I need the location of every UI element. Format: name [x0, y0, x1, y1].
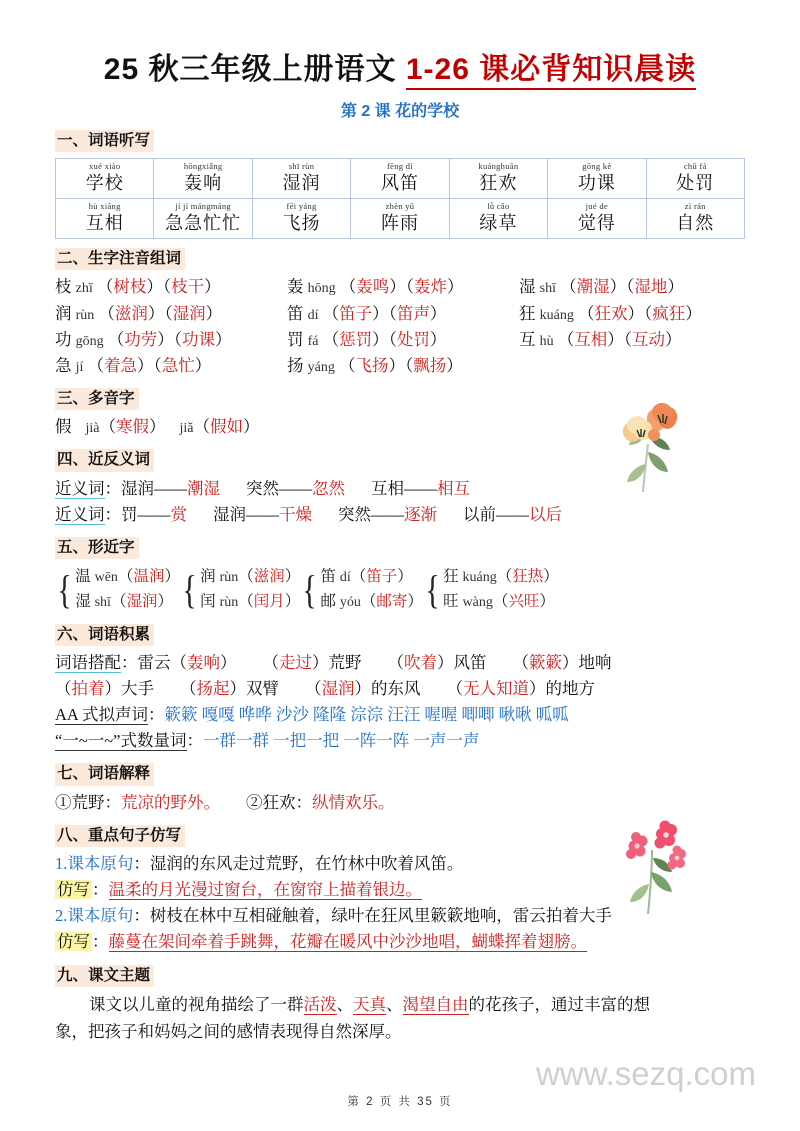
section-heading-explanations: 七、词语解释: [55, 763, 154, 785]
imitation-number-label: 1.课本原句: [55, 854, 134, 874]
section-heading-word-accumulation: 六、词语积累: [55, 624, 154, 646]
character-word: 飘扬: [413, 355, 447, 375]
similar-bottom-row: 湿 shī（湿润）: [75, 593, 173, 611]
collocation-post: 大手: [121, 679, 154, 699]
imitation-original-text: 湿润的东风走过荒野，在竹林中吹着风笛。: [149, 854, 464, 874]
collocation-fill: 轰响: [187, 653, 220, 673]
quantifier-line: “一~一~”式数量词：一群一群 一把一把 一阵一阵 一声一声: [55, 731, 480, 751]
word-label: 风笛: [380, 172, 419, 193]
new-character-item: 罚 fá （惩罚）（处罚）: [287, 329, 447, 349]
pinyin-label: xué xiào: [88, 161, 121, 172]
synonym-right: 以后: [529, 504, 562, 524]
dictation-cell: [449, 159, 547, 199]
character-word: 功课: [182, 329, 215, 349]
character-word: 滋润: [114, 303, 148, 323]
word-label: 轰响: [184, 172, 223, 193]
collocation-post: 荒野: [328, 653, 362, 673]
character-word: 轰炸: [414, 277, 447, 297]
title-main: 25 秋三年级上册语文: [103, 53, 397, 86]
character-word: 急忙: [161, 355, 195, 375]
collocation-fill: 无人知道: [463, 679, 529, 699]
theme-text-part-1: 课文以儿童的视角描绘了一群: [89, 994, 304, 1014]
dictation-cell: [56, 159, 154, 199]
new-character-item: 急 jí （着急）（急忙）: [55, 355, 212, 375]
explanation-term: 荒野: [71, 792, 105, 812]
character-pinyin: fá: [307, 333, 319, 349]
word-label: 飞扬: [282, 212, 321, 233]
imitation-answer-text: 藤蔓在架间牵着手跳舞，花瓣在暖风中沙沙地唱，蝴蝶挥着翅膀。: [108, 932, 587, 952]
collocation-fill: 拍着: [71, 679, 105, 699]
synonym-line-1: 近义词：湿润——潮湿 突然——忽然 互相——相互: [55, 478, 470, 498]
similar-pinyin: yóu: [339, 595, 361, 611]
character-word: 轰鸣: [356, 277, 390, 297]
dictation-cell: [351, 199, 449, 239]
similar-pinyin: wàng: [462, 595, 493, 611]
character-glyph: 功: [55, 329, 72, 349]
imitation-original-text: 树枝在林中互相碰触着，绿叶在狂风里簌簌地响，雷云拍着大手: [149, 906, 612, 926]
word-label: 湿润: [282, 172, 321, 193]
character-word: 着急: [104, 355, 138, 375]
dictation-cell: [548, 159, 646, 199]
similar-pinyin: rùn: [219, 570, 239, 586]
table-row: [56, 159, 745, 199]
character-pinyin: rùn: [75, 307, 95, 323]
synonym-left: 湿润: [213, 504, 246, 524]
table-row: [56, 199, 745, 239]
brace-icon: {: [302, 567, 318, 613]
similar-pinyin: rùn: [219, 595, 239, 611]
polyphone-character: 假: [55, 417, 72, 437]
polyphone-pinyin: jià: [85, 421, 100, 437]
new-character-item: 笛 dí （笛子）（笛声）: [287, 303, 447, 323]
dictation-cell: [154, 199, 252, 239]
character-word: 树枝: [113, 277, 147, 297]
new-character-item: 枝 zhī （树枝）（枝干）: [55, 277, 221, 297]
similar-top-row: 温 wēn（温润）: [75, 568, 180, 586]
site-watermark: www.sezq.com: [535, 1055, 756, 1092]
theme-keyword-1: 活泼: [303, 994, 337, 1014]
flower-decoration-pink: [600, 810, 710, 920]
character-pinyin: jí: [75, 359, 84, 375]
synonym-right: 干燥: [279, 504, 312, 524]
character-glyph: 湿: [519, 277, 536, 297]
collocation-post: 的地方: [545, 679, 595, 699]
word-label: 学校: [85, 172, 124, 193]
explanation-term: 狂欢: [262, 792, 296, 812]
similar-word: 邮寄: [376, 593, 408, 611]
new-character-item: 轰 hōng （轰鸣）（轰炸）: [287, 277, 464, 297]
quantifier-word: 一群一群: [203, 731, 270, 751]
dictation-cell: [252, 199, 350, 239]
imitation-original-row: 2.课本原句：树枝在林中互相碰触着，绿叶在狂风里簌簌地响，雷云拍着大手: [55, 906, 612, 926]
onomatopoeia-line: AA 式拟声词：簌簌 嘎嘎 哗哗 沙沙 隆隆 淙淙 汪汪 喔喔 唧唧 啾啾 呱呱: [55, 705, 569, 725]
synonym-left: 突然: [338, 504, 371, 524]
word-label: 功课: [577, 172, 616, 193]
section-heading-sentence-imitation: 八、重点句子仿写: [55, 825, 185, 847]
new-character-row: [55, 353, 745, 379]
brace-icon: {: [425, 567, 440, 613]
synonym-label-2: 近义词: [55, 504, 105, 524]
explanation-meaning: 荒凉的野外。: [121, 792, 220, 812]
new-characters-list: [55, 274, 745, 378]
theme-paragraph: [55, 991, 745, 1045]
similar-pinyin: kuáng: [462, 570, 497, 586]
theme-text-part-2: 的花孩子，通过丰富的想: [468, 994, 650, 1014]
page-title: [0, 0, 800, 88]
similar-character: 旺: [443, 593, 459, 611]
similar-top-row: 润 rùn（滋润）: [200, 568, 301, 586]
polyphone-word: 假如: [210, 417, 243, 437]
onomatopoeia-word: 喔喔: [424, 705, 458, 725]
onomatopoeia-word: 啾啾: [498, 705, 532, 725]
similar-word: 温润: [133, 568, 165, 586]
similar-character: 润: [200, 568, 216, 586]
similar-character: 闰: [200, 593, 216, 611]
character-word: 枝干: [171, 277, 205, 297]
synonym-label-1: 近义词: [55, 478, 105, 498]
onomatopoeia-word: 沙沙: [275, 705, 309, 725]
pinyin-label: fēi yáng: [286, 201, 317, 212]
synonym-line-2: 近义词：罚——赏 湿润——干燥 突然——逐渐 以前——以后: [55, 504, 562, 524]
imitation-original-row: 1.课本原句：湿润的东风走过荒野，在竹林中吹着风笛。: [55, 854, 464, 874]
similar-word: 兴旺: [508, 593, 540, 611]
brace-icon: {: [182, 567, 197, 613]
dictation-cell: [449, 199, 547, 239]
character-word: 处罚: [396, 329, 430, 349]
similar-word: 闰月: [253, 593, 285, 611]
synonym-right: 相互: [437, 478, 470, 498]
dictation-cell: [646, 159, 744, 199]
similar-character-group: [423, 565, 559, 615]
similar-character-group: [300, 565, 423, 615]
new-character-row: [55, 327, 745, 353]
word-label: 自然: [676, 212, 715, 233]
pinyin-label: kuánghuān: [478, 161, 519, 172]
similar-character: 邮: [320, 593, 336, 611]
pinyin-label: zhèn yǔ: [385, 201, 415, 212]
new-character-row: [55, 274, 745, 300]
word-label: 急急忙忙: [165, 212, 242, 233]
word-label: 互相: [85, 212, 124, 233]
new-character-row: [55, 301, 745, 327]
similar-pinyin: wēn: [94, 570, 118, 586]
flower-decoration-orange: [596, 392, 706, 497]
similar-word: 笛子: [366, 568, 398, 586]
imitation-label: 仿写: [57, 880, 90, 900]
onomatopoeia-label: AA 式拟声词: [55, 705, 149, 725]
explanation-number: ②: [246, 792, 263, 812]
section-heading-theme: 九、课文主题: [55, 965, 154, 987]
collocation-post: 的东风: [371, 679, 421, 699]
synonym-right: 逐渐: [404, 504, 437, 524]
character-glyph: 轰: [287, 277, 304, 297]
dictation-table: [55, 158, 745, 239]
similar-bottom-row: 闰 rùn（闰月）: [200, 593, 301, 611]
similar-word: 狂热: [512, 568, 544, 586]
dictation-cell: [646, 199, 744, 239]
section-heading-new-characters: 二、生字注音组词: [55, 248, 185, 270]
imitation-label: 仿写: [57, 932, 90, 952]
section-heading-similar-characters: 五、形近字: [55, 537, 139, 559]
pinyin-label: lǜ cǎo: [487, 201, 510, 212]
new-character-item: 狂 kuáng （狂欢）（疯狂）: [519, 303, 702, 323]
new-character-item: 功 gōng （功劳）（功课）: [55, 329, 232, 349]
onomatopoeia-word: 隆隆: [313, 705, 347, 725]
pinyin-label: shī rùn: [288, 161, 315, 172]
dictation-cell: [351, 159, 449, 199]
word-label: 阵雨: [380, 212, 419, 233]
character-pinyin: hōng: [307, 281, 336, 297]
character-pinyin: zhī: [75, 281, 93, 297]
imitation-answer-text: 温柔的月光漫过窗台，在窗帘上描着银边。: [108, 880, 422, 900]
theme-separator-2: 、: [386, 994, 403, 1014]
dictation-cell: [548, 199, 646, 239]
explanation-line: ①荒野：荒凉的野外。 ②狂欢：纵情欢乐。: [55, 792, 395, 812]
collocation-line-1: 词语搭配：雷云（轰响） （走过）荒野 （吹着）风笛 （簌簌）地响: [55, 653, 612, 673]
collocation-label: 词语搭配: [55, 653, 121, 673]
similar-word: 滋润: [253, 568, 285, 586]
theme-separator-1: 、: [336, 994, 353, 1014]
new-character-item: 湿 shī （潮湿）（湿地）: [519, 277, 684, 297]
character-glyph: 互: [519, 329, 536, 349]
word-label: 绿草: [479, 212, 518, 233]
explanation-meaning: 纵情欢乐。: [312, 792, 395, 812]
quantifier-label: “一~一~”式数量词: [55, 731, 187, 751]
explanation-number: ①: [55, 792, 72, 812]
character-word: 互动: [632, 329, 665, 349]
polyphone-pinyin: jiǎ: [179, 421, 194, 437]
pinyin-label: jí jí mángmáng: [175, 201, 231, 212]
section-heading-dictation: 一、词语听写: [55, 130, 154, 152]
synonym-left: 湿润: [121, 478, 154, 498]
synonym-left: 互相: [371, 478, 404, 498]
collocation-fill: 吹着: [404, 653, 437, 673]
similar-character: 温: [75, 568, 91, 586]
dictation-cell: [56, 199, 154, 239]
section-heading-synonyms: 四、近反义词: [55, 449, 154, 471]
character-pinyin: gōng: [75, 333, 104, 349]
character-word: 潮湿: [576, 277, 610, 297]
character-word: 惩罚: [339, 329, 373, 349]
character-glyph: 罚: [287, 329, 304, 349]
similar-top-row: 狂 kuáng（狂热）: [443, 568, 559, 586]
onomatopoeia-word: 呱呱: [535, 705, 569, 725]
new-character-item: 互 hù （互相）（互动）: [519, 329, 682, 349]
character-word: 湿润: [172, 303, 206, 323]
imitation-answer-row: 仿写 ：温柔的月光漫过窗台，在窗帘上描着银边。: [57, 880, 422, 900]
new-character-item: 润 rùn （滋润）（湿润）: [55, 303, 223, 323]
dictation-cell: [252, 159, 350, 199]
character-glyph: 枝: [55, 277, 72, 297]
character-pinyin: kuáng: [539, 307, 574, 323]
imitation-number-label: 2.课本原句: [55, 906, 134, 926]
character-glyph: 急: [55, 355, 72, 375]
pinyin-label: fēng dí: [387, 161, 413, 172]
collocation-fill: 扬起: [196, 679, 230, 699]
synonym-right: 忽然: [312, 478, 345, 498]
character-word: 狂欢: [594, 303, 628, 323]
pinyin-label: gōng kè: [582, 161, 612, 172]
onomatopoeia-word: 汪汪: [387, 705, 421, 725]
synonym-left: 罚: [121, 504, 138, 524]
character-word: 疯狂: [652, 303, 686, 323]
character-pinyin: yáng: [307, 359, 335, 375]
collocation-pre: 雷云: [137, 653, 171, 673]
lesson-subtitle: 第 2 课 花的学校: [340, 103, 460, 120]
similar-character: 笛: [320, 568, 336, 586]
similar-bottom-row: 邮 yóu（邮寄）: [320, 593, 423, 611]
character-word: 笛子: [339, 303, 373, 323]
brace-icon: {: [57, 567, 72, 613]
word-label: 处罚: [676, 172, 715, 193]
word-label: 狂欢: [479, 172, 518, 193]
character-pinyin: shī: [539, 281, 556, 297]
quantifier-word: 一把一把: [273, 731, 340, 751]
onomatopoeia-word: 嘎嘎: [201, 705, 235, 725]
synonym-right: 潮湿: [187, 478, 220, 498]
collocation-post: 双臂: [246, 679, 279, 699]
quantifier-word: 一声一声: [413, 731, 480, 751]
onomatopoeia-word: 唧唧: [461, 705, 495, 725]
onomatopoeia-word: 哗哗: [238, 705, 272, 725]
page-footer: 第 2 页 共 35 页: [347, 1096, 453, 1108]
polyphone-row: 假 jià（寒假） jiǎ（假如）: [55, 417, 260, 437]
new-character-item: 扬 yáng （飞扬）（飘扬）: [287, 355, 463, 375]
similar-character-group: [55, 565, 180, 615]
similar-bottom-row: 旺 wàng（兴旺）: [443, 593, 555, 611]
character-word: 互相: [574, 329, 608, 349]
synonym-left: 突然: [246, 478, 279, 498]
character-glyph: 扬: [287, 355, 304, 375]
collocation-line-2: （拍着）大手 （扬起）双臂 （湿润）的东风 （无人知道）的地方: [55, 679, 595, 699]
character-glyph: 狂: [519, 303, 536, 323]
section-heading-polyphone: 三、多音字: [55, 388, 139, 410]
theme-text-part-3: 象，把孩子和妈妈之间的感情表现得自然深厚。: [55, 1022, 402, 1042]
theme-keyword-3: 渴望自由: [402, 994, 469, 1014]
pinyin-label: hōngxiǎng: [183, 161, 223, 172]
pinyin-label: zì rán: [684, 201, 706, 212]
character-word: 笛声: [396, 303, 430, 323]
pinyin-label: hù xiāng: [88, 201, 121, 212]
similar-word: 湿润: [126, 593, 158, 611]
character-pinyin: dí: [307, 307, 319, 323]
collocation-fill: 簌簌: [529, 653, 562, 673]
title-highlight: 1-26 课必背知识晨读: [406, 53, 696, 90]
similar-character: 狂: [443, 568, 459, 586]
theme-keyword-2: 天真: [353, 994, 386, 1014]
quantifier-word: 一阵一阵: [343, 731, 410, 751]
collocation-post: 地响: [578, 653, 612, 673]
similar-character: 湿: [75, 593, 91, 611]
similar-top-row: 笛 dí（笛子）: [320, 568, 413, 586]
character-word: 功劳: [124, 329, 158, 349]
synonym-right: 赏: [170, 504, 187, 524]
dictation-cell: [154, 159, 252, 199]
synonym-left: 以前: [463, 504, 496, 524]
character-pinyin: hù: [539, 333, 554, 349]
onomatopoeia-word: 淙淙: [350, 705, 384, 725]
similar-pinyin: shī: [94, 595, 111, 611]
collocation-post: 风笛: [453, 653, 487, 673]
character-word: 湿地: [634, 277, 668, 297]
pinyin-label: jué de: [585, 201, 608, 212]
onomatopoeia-word: 簌簌: [164, 705, 198, 725]
similar-character-group: [180, 565, 300, 615]
imitation-answer-row: 仿写 ：藤蔓在架间牵着手跳舞，花瓣在暖风中沙沙地唱，蝴蝶挥着翅膀。: [57, 932, 587, 952]
character-glyph: 笛: [287, 303, 304, 323]
pinyin-label: chǔ fá: [683, 161, 707, 172]
collocation-fill: 湿润: [321, 679, 355, 699]
character-glyph: 润: [55, 303, 72, 323]
word-label: 觉得: [577, 212, 616, 233]
similar-pinyin: dí: [339, 570, 351, 586]
character-word: 飞扬: [355, 355, 389, 375]
collocation-fill: 走过: [279, 653, 312, 673]
similar-characters-row: [55, 565, 745, 615]
polyphone-word: 寒假: [116, 417, 149, 437]
